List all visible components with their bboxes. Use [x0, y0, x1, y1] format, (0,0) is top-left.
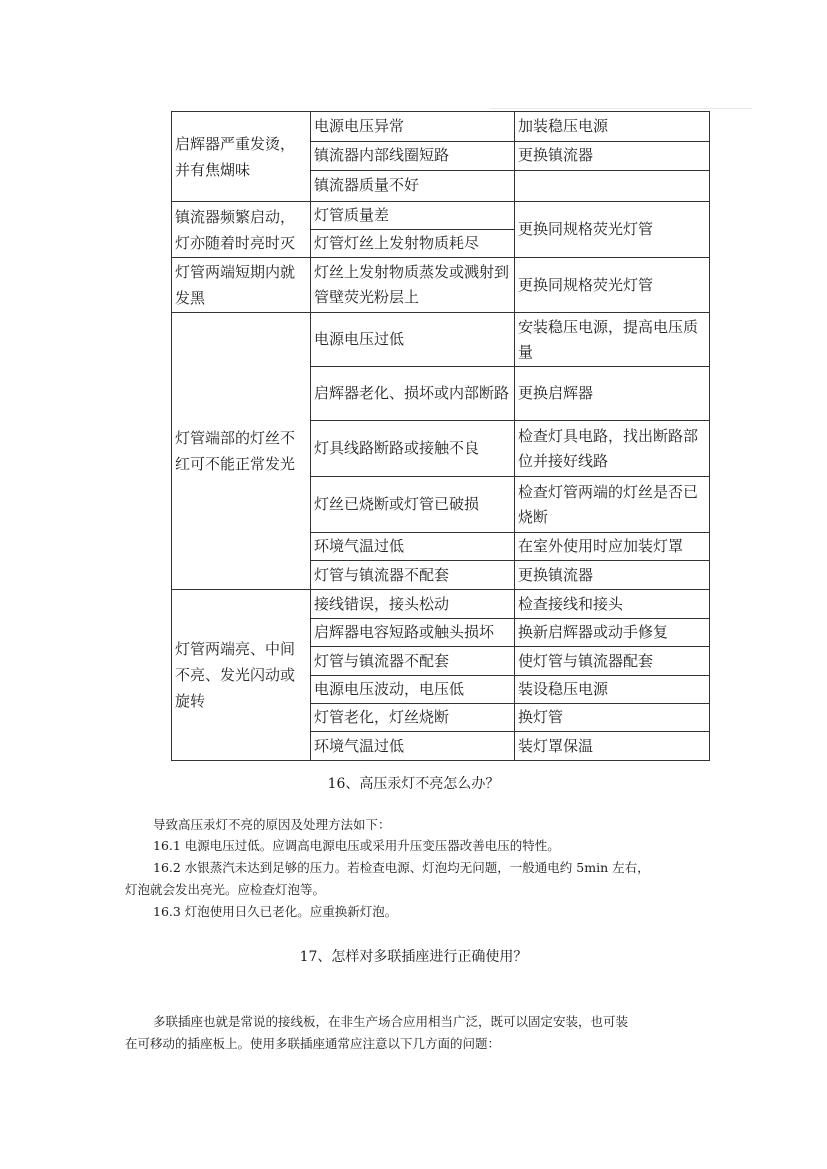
fix-cell: [515, 170, 710, 201]
cause-cell: 灯管与镇流器不配套: [311, 561, 515, 590]
cause-cell: 环境气温过低: [311, 732, 515, 761]
fix-cell: 使灯管与镇流器配套: [515, 647, 710, 676]
section-16-item-1: 16.1 电源电压过低。应调高电源电压或采用升压变压器改善电压的特性。: [153, 838, 560, 853]
fix-cell: 更换镇流器: [515, 142, 710, 171]
cause-cell: 灯丝已烧断或灯管已破损: [311, 477, 515, 533]
cause-cell: 电源电压过低: [311, 313, 515, 367]
section-16-item-3: 16.3 灯泡使用日久已老化。应重换新灯泡。: [153, 904, 398, 919]
fix-cell: 更换同规格荧光灯管: [515, 202, 710, 258]
fix-cell: 换灯管: [515, 704, 710, 732]
symptom-cell: 启辉器严重发烫，并有焦煳味: [172, 112, 311, 202]
section-17-paragraph: 多联插座也就是常说的接线板，在非生产场合应用相当广泛，既可以固定安装，也可装: [153, 1014, 629, 1029]
cause-cell: 灯管与镇流器不配套: [311, 647, 515, 676]
cause-cell: 接线错误，接头松动: [311, 590, 515, 619]
section-17-heading: 17、怎样对多联插座进行正确使用？: [299, 949, 528, 965]
fix-cell: 加装稳压电源: [515, 112, 710, 142]
section-16-intro: 导致高压汞灯不亮的原因及处理方法如下：: [153, 817, 391, 832]
symptom-cell: 灯管两端亮、中间不亮、发光闪动或旋转: [172, 590, 311, 761]
fix-cell: 换新启辉器或动手修复: [515, 619, 710, 647]
cause-cell: 电源电压异常: [311, 112, 515, 142]
top-rule: [490, 108, 752, 109]
fix-cell: 检查接线和接头: [515, 590, 710, 619]
fix-cell: 更换镇流器: [515, 561, 710, 590]
cause-cell: 启辉器电容短路或触头损坏: [311, 619, 515, 647]
fix-cell: 检查灯具电路，找出断路部位并接好线路: [515, 421, 710, 477]
cause-cell: 灯丝上发射物质蒸发或溅射到管壁荧光粉层上: [311, 258, 515, 313]
fix-cell: 检查灯管两端的灯丝是否已烧断: [515, 477, 710, 533]
cause-cell: 灯具线路断路或接触不良: [311, 421, 515, 477]
section-17-paragraph-cont: 在可移动的插座板上。使用多联插座通常应注意以下几方面的问题：: [125, 1036, 501, 1051]
cause-cell: 灯管质量差: [311, 202, 515, 230]
fix-cell: 装设稳压电源: [515, 676, 710, 704]
fault-table: [171, 111, 710, 761]
cause-cell: 启辉器老化、损坏或内部断路: [311, 367, 515, 421]
section-16-heading: 16、高压汞灯不亮怎么办？: [327, 776, 500, 792]
cause-cell: 电源电压波动，电压低: [311, 676, 515, 704]
symptom-cell: 灯管两端短期内就发黑: [172, 258, 311, 313]
cause-cell: 环境气温过低: [311, 533, 515, 561]
fix-cell: 在室外使用时应加装灯罩: [515, 533, 710, 561]
fix-cell: 装灯罩保温: [515, 732, 710, 761]
cause-cell: 灯管灯丝上发射物质耗尽: [311, 230, 515, 258]
section-16-item-2-cont: 灯泡就会发出亮光。应检查灯泡等。: [125, 882, 326, 897]
section-16-item-2: 16.2 水银蒸汽未达到足够的压力。若检查电源、灯泡均无问题，一般通电约 5min 左右，: [153, 860, 650, 875]
fix-cell: 安装稳压电源，提高电压质量: [515, 313, 710, 367]
symptom-cell: 灯管端部的灯丝不红可不能正常发光: [172, 313, 311, 590]
cause-cell: 镇流器质量不好: [311, 170, 515, 201]
symptom-cell: 镇流器频繁启动，灯亦随着时亮时灭: [172, 202, 311, 258]
cause-cell: 镇流器内部线圈短路: [311, 142, 515, 171]
cause-cell: 灯管老化，灯丝烧断: [311, 704, 515, 732]
fix-cell: 更换启辉器: [515, 367, 710, 421]
fix-cell: 更换同规格荧光灯管: [515, 258, 710, 313]
